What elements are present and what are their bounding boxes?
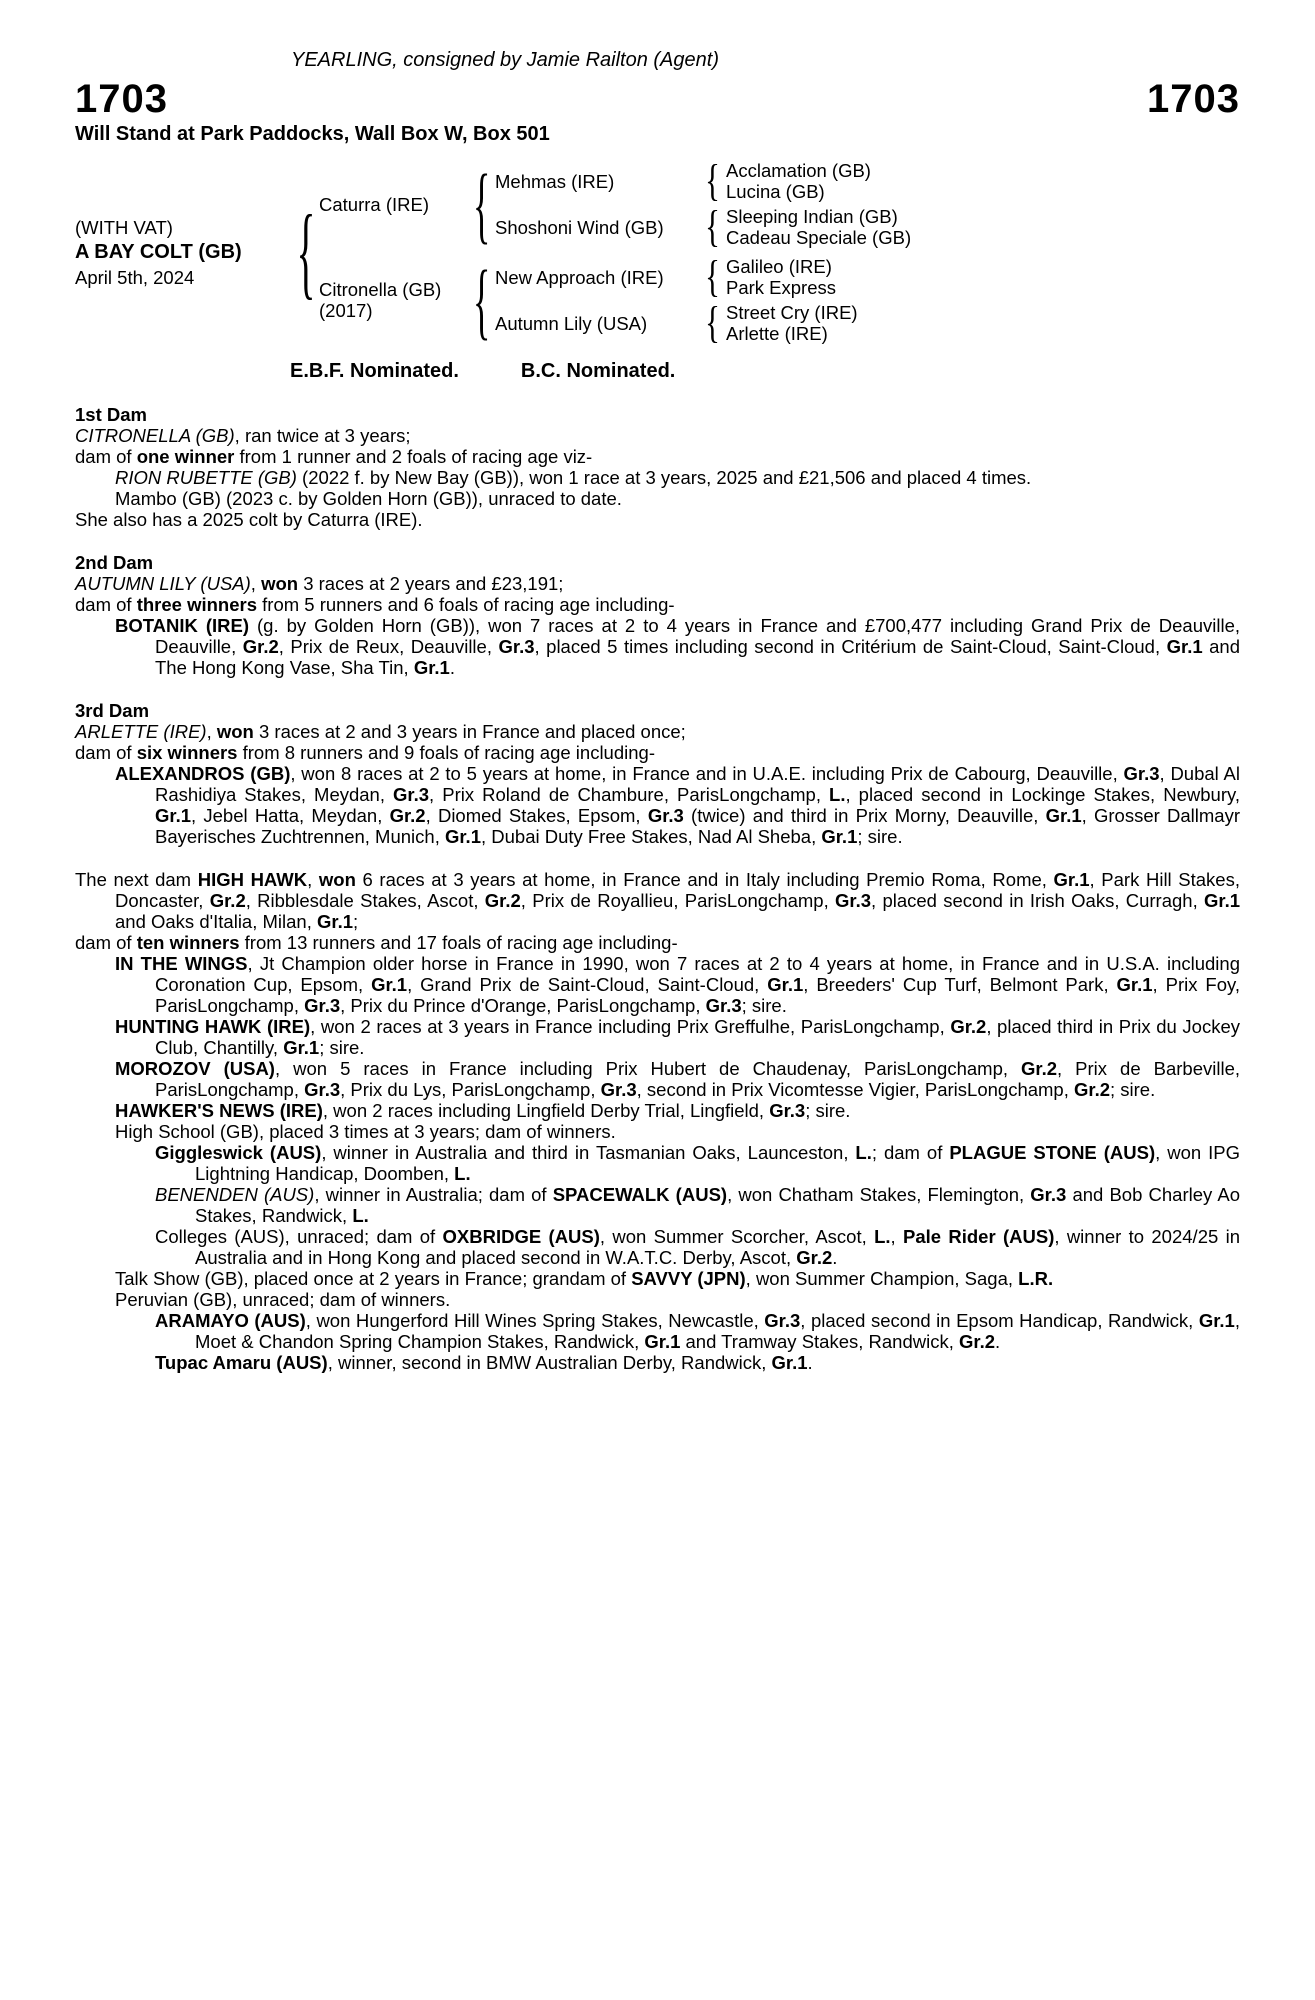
pedigree-paragraph: HAWKER'S NEWS (IRE), won 2 races including Lingfield Derby Trial, Lingfield, Gr.3; sire. <box>115 1100 851 1121</box>
ancestor-name: Acclamation (GB) <box>726 160 871 181</box>
pedigree-paragraph: High School (GB), placed 3 times at 3 years; dam of winners. <box>115 1121 616 1142</box>
ancestor-name: Arlette (IRE) <box>726 323 828 344</box>
lot-number-left: 1703 <box>75 77 168 121</box>
pedigree-paragraph: AUTUMN LILY (USA), won 3 races at 2 years and £23,191; <box>75 573 564 594</box>
lot-header <box>75 78 1240 120</box>
vat-note: (WITH VAT) <box>75 216 173 238</box>
brace-dam-dam: { <box>705 298 721 347</box>
dam-dam-group <box>495 298 858 347</box>
generation-1 <box>319 156 912 348</box>
pedigree-paragraph: ARAMAYO (AUS), won Hungerford Hill Wines Spring Stakes, Newcastle, Gr.3, placed second in Epsom Handicap, Randwick, Gr.1, Moet & Chandon Spring Champion Stakes, Randwick, Gr.1 and Tramway Stakes, Randwick, Gr.2. <box>155 1310 1240 1352</box>
dam-section-heading: 1st Dam <box>75 404 147 425</box>
ancestor-name: Lucina (GB) <box>726 181 825 202</box>
sire-name: Caturra (IRE) <box>319 193 429 215</box>
dam-dam-name: Autumn Lily (USA) <box>495 312 648 334</box>
pedigree-paragraph: Mambo (GB) (2023 c. by Golden Horn (GB)), unraced to date. <box>115 488 622 509</box>
pedigree-paragraph: MOROZOV (USA), won 5 races in France including Prix Hubert de Chaudenay, ParisLongchamp, Gr.2, Prix de Barbeville, ParisLongchamp, Gr.3, Prix du Lys, ParisLongchamp, Gr.3, second in Prix Vicomtesse Vigier, ParisLongchamp, Gr.2; sire. <box>115 1058 1241 1100</box>
pedigree-paragraph: ALEXANDROS (GB), won 8 races at 2 to 5 years at home, in France and in U.A.E. including Prix de Cabourg, Deauville, Gr.3, Dubal Al Rashidiya Stakes, Meydan, Gr.3, Prix Roland de Chambure, ParisLongchamp, L., placed second in Lockinge Stakes, Newbury, Gr.1, Jebel Hatta, Meydan, Gr.2, Diomed Stakes, Epsom, Gr.3 (twice) and third in Prix Morny, Deauville, Gr.1, Grosser Dallmayr Bayerisches Zuchtrennen, Munich, Gr.1, Dubai Duty Free Stakes, Nad Al Sheba, Gr.1; sire. <box>115 763 1240 847</box>
dam-section-heading: 2nd Dam <box>75 552 154 573</box>
pedigree-paragraph: IN THE WINGS, Jt Champion older horse in France in 1990, won 7 races at 2 to 4 years at home, in France and in U.S.A. including Coronation Cup, Epsom, Gr.1, Grand Prix de Saint-Cloud, Saint-Cloud, Gr.1, Breeders' Cup Turf, Belmont Park, Gr.1, Prix Foy, ParisLongchamp, Gr.3, Prix du Prince d'Orange, ParisLongchamp, Gr.3; sire. <box>115 953 1241 1016</box>
colt-name: A BAY COLT (GB) <box>75 240 242 263</box>
brace-sire-dam: { <box>705 202 721 251</box>
sire-sire-name: Mehmas (IRE) <box>495 170 615 192</box>
pedigree-paragraph: dam of one winner from 1 runner and 2 foals of racing age viz- <box>75 446 593 467</box>
sire-sire-group <box>495 156 911 205</box>
dam-year-line: (2017) <box>319 300 373 321</box>
pedigree-paragraph: BENENDEN (AUS), winner in Australia; dam of SPACEWALK (AUS), won Chatham Stakes, Flemington, Gr.3 and Bob Charley Ao Stakes, Randwick, L. <box>155 1184 1241 1226</box>
colt-info <box>75 217 293 288</box>
pedigree-paragraph: Giggleswick (AUS), winner in Australia and third in Tasmanian Oaks, Launceston, L.; dam of PLAGUE STONE (AUS), won IPG Lightning Handicap, Doomben, L. <box>155 1142 1240 1184</box>
dam-name <box>319 279 469 321</box>
pedigree-paragraph: ARLETTE (IRE), won 3 races at 2 and 3 years in France and placed once; <box>75 721 686 742</box>
pedigree-paragraph: CITRONELLA (GB), ran twice at 3 years; <box>75 425 411 446</box>
section-gap <box>75 847 1240 869</box>
pedigree-paragraph: Peruvian (GB), unraced; dam of winners. <box>115 1289 451 1310</box>
dam-sire-group <box>495 252 858 301</box>
nominations-line <box>290 361 1240 382</box>
ancestor-name: Cadeau Speciale (GB) <box>726 227 912 248</box>
sire-dam-name: Shoshoni Wind (GB) <box>495 216 664 238</box>
lot-number-right: 1703 <box>1147 77 1240 121</box>
pedigree-paragraph: HUNTING HAWK (IRE), won 2 races at 3 years in France including Prix Greffulhe, ParisLongchamp, Gr.2, placed third in Prix du Jockey Club, Chantilly, Gr.1; sire. <box>115 1016 1240 1058</box>
pedigree-paragraph: Colleges (AUS), unraced; dam of OXBRIDGE (AUS), won Summer Scorcher, Ascot, L., Pale Rider (AUS), winner to 2024/25 in Australia and in Hong Kong and placed second in W.A.T.C. Derby, Ascot, Gr.2. <box>155 1226 1240 1268</box>
colt-foaling-date: April 5th, 2024 <box>75 266 195 288</box>
pedigree-sections <box>75 404 1240 1373</box>
brace-sire-sire: { <box>705 156 721 205</box>
sire-dam-group <box>495 202 912 251</box>
dam-group <box>319 252 911 348</box>
pedigree-paragraph: The next dam HIGH HAWK, won 6 races at 3 years at home, in France and in Italy including Premio Roma, Rome, Gr.1, Park Hill Stakes, Doncaster, Gr.2, Ribblesdale Stakes, Ascot, Gr.2, Prix de Royallieu, ParisLongchamp, Gr.3, placed second in Irish Oaks, Curragh, Gr.1 and Oaks d'Italia, Milan, Gr.1; <box>75 869 1241 932</box>
consignor-line: YEARLING, consigned by Jamie Railton (Agent) <box>291 49 719 71</box>
dam-name-line: Citronella (GB) <box>319 279 442 300</box>
brace-root: { <box>296 194 316 309</box>
pedigree-tree <box>75 156 1240 348</box>
bc-nominated-label: B.C. Nominated. <box>520 360 676 382</box>
pedigree-paragraph: Talk Show (GB), placed once at 2 years in France; grandam of SAVVY (JPN), won Summer Champion, Saga, L.R. <box>115 1268 1054 1289</box>
sire-group <box>319 156 912 252</box>
stand-location-line: Will Stand at Park Paddocks, Wall Box W, Box 501 <box>75 123 550 145</box>
ancestor-name: Street Cry (IRE) <box>726 302 858 323</box>
ancestor-name: Galileo (IRE) <box>726 256 832 277</box>
pedigree-paragraph: dam of three winners from 5 runners and 6 foals of racing age including- <box>75 594 675 615</box>
pedigree-paragraph: dam of six winners from 8 runners and 9 foals of racing age including- <box>75 742 655 763</box>
dam-section-heading: 3rd Dam <box>75 700 150 721</box>
ebf-nominated-label: E.B.F. Nominated. <box>290 360 459 382</box>
brace-dam-sire: { <box>705 252 721 301</box>
pedigree-paragraph: dam of ten winners from 13 runners and 17 foals of racing age including- <box>75 932 678 953</box>
pedigree-paragraph: She also has a 2025 colt by Caturra (IRE). <box>75 509 423 530</box>
pedigree-paragraph: Tupac Amaru (AUS), winner, second in BMW Australian Derby, Randwick, Gr.1. <box>155 1352 813 1373</box>
pedigree-paragraph: RION RUBETTE (GB) (2022 f. by New Bay (GB)), won 1 race at 3 years, 2025 and £21,506 and placed 4 times. <box>115 467 1032 488</box>
ancestor-name: Sleeping Indian (GB) <box>726 206 898 227</box>
ancestor-name: Park Express <box>726 277 837 298</box>
brace-dam: { <box>473 252 491 348</box>
dam-sire-name: New Approach (IRE) <box>495 266 664 288</box>
brace-sire: { <box>473 156 491 252</box>
pedigree-paragraph: BOTANIK (IRE) (g. by Golden Horn (GB)), won 7 races at 2 to 4 years in France and £700,477 including Grand Prix de Deauville, Deauville, Gr.2, Prix de Reux, Deauville, Gr.3, placed 5 times including second in Critérium de Saint-Cloud, Saint-Cloud, Gr.1 and The Hong Kong Vase, Sha Tin, Gr.1. <box>115 615 1241 678</box>
